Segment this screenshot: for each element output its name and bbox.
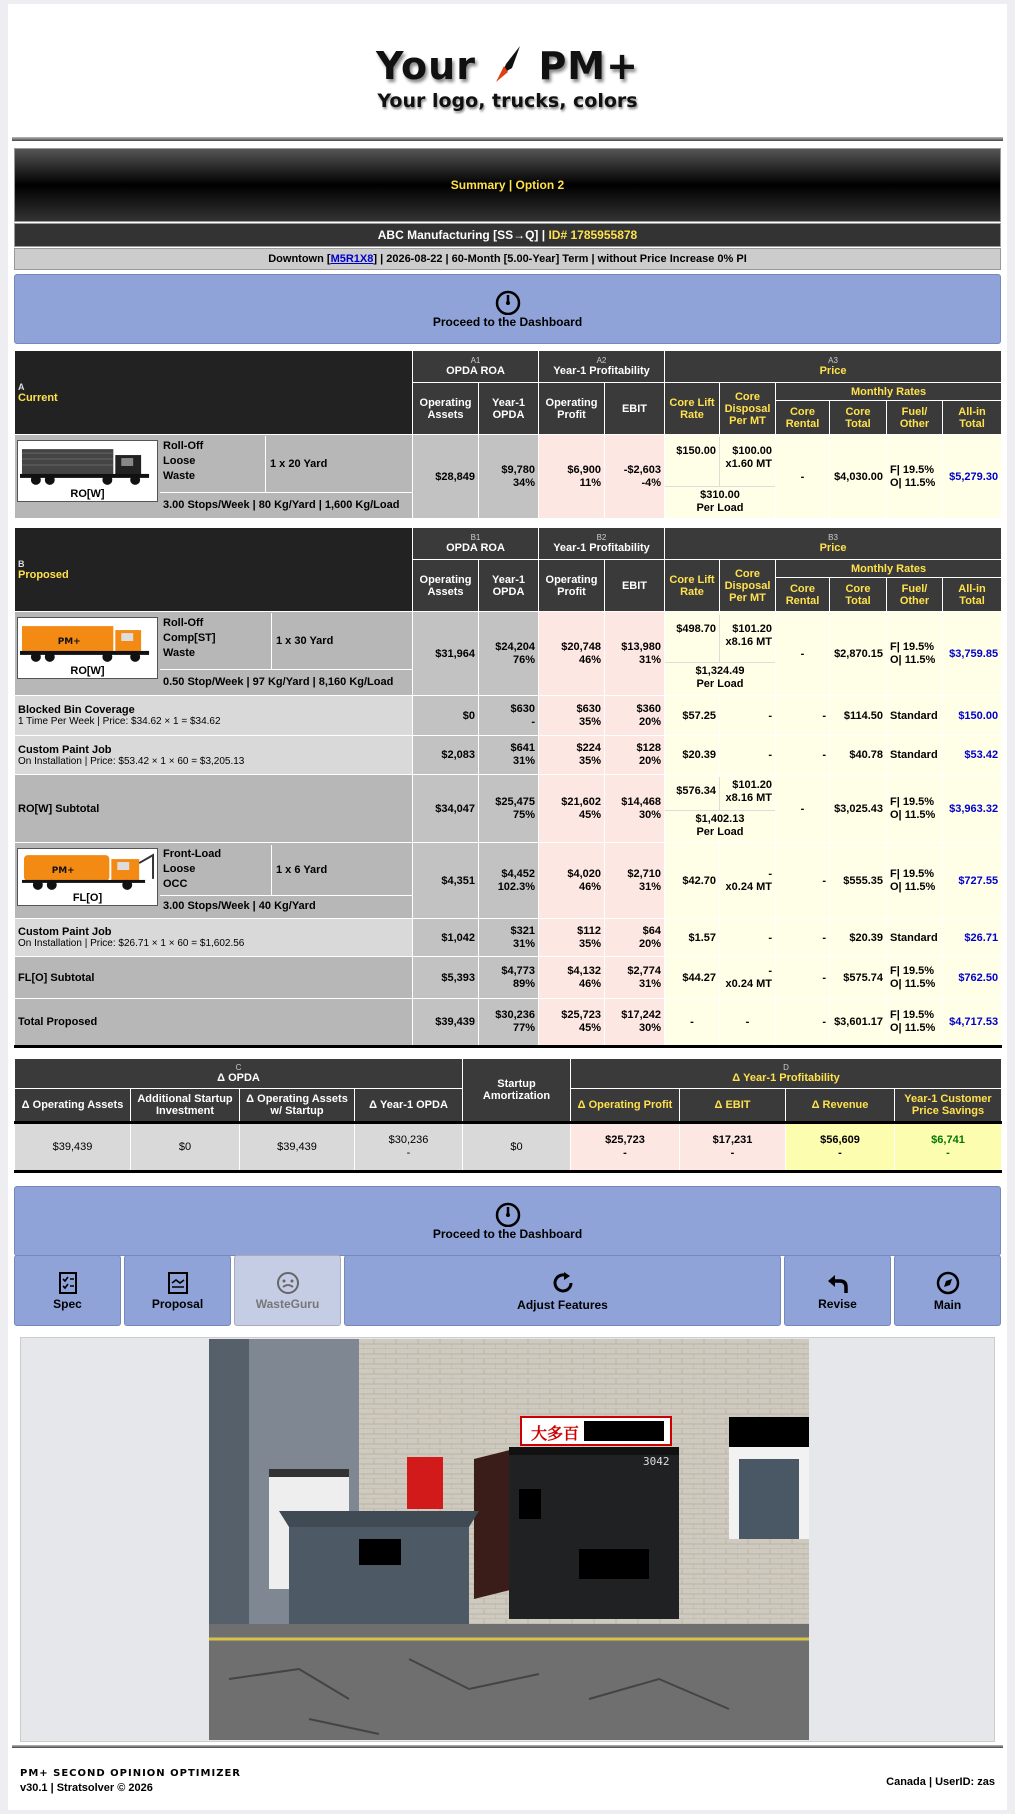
- h-delta-profit: Δ Operating Profit: [571, 1089, 680, 1123]
- service-type: Front-Load Loose OCC: [163, 847, 222, 890]
- logo-pm: PM+: [538, 44, 639, 88]
- service-type: Roll-Off Comp[ST] Waste: [163, 616, 216, 659]
- b3-header: B3 Price: [665, 528, 1002, 560]
- truck-label: RO[W]: [70, 664, 105, 677]
- truck-rolloff-proposed: [15, 613, 160, 695]
- spec-button[interactable]: Spec: [14, 1255, 121, 1326]
- footer: [8, 1752, 1007, 1810]
- h-core-lift: Core Lift Rate: [665, 383, 720, 435]
- dumpster-photo: [209, 1339, 809, 1740]
- logo-tagline: Your logo, trucks, colors: [377, 90, 638, 112]
- store-sign: 大多百: [531, 1424, 580, 1443]
- adjust-features-button[interactable]: Adjust Features: [344, 1255, 781, 1326]
- nav-bar: [8, 1255, 1007, 1326]
- dashboard-button-bottom[interactable]: [14, 1186, 1001, 1256]
- truck-label: RO[W]: [70, 487, 105, 500]
- proposed-fl-row: PM+ FL[O] Front-Load Loose OCC 1 x 6 Yard 3.00 Stops/Week | 40 Kg/Yard $4,351 $4,452 102.3% $4,020 46% $2,710 31% $42.70 - x0.24 MT - $555.35 F| 19.5% O| 11.5% $727.55: [15, 843, 1002, 919]
- rental-value: -: [776, 612, 830, 696]
- blocked-bin-row: Blocked Bin Coverage 1 Time Per Week | Price: $34.62 × 1 = $34.62 $0 $630 - $630 35% $360 20% $57.25 - - $114.50 Standard $150.00: [15, 696, 1002, 736]
- allin-value: $3,759.85: [943, 612, 1002, 696]
- custom-paint-row: Custom Paint Job On Installation | Price: $26.71 × 1 × 60 = $1,602.56 $1,042 $321 31% $112 35% $64 20% $1.57 - - $20.39 Standard $26.71: [15, 919, 1002, 957]
- dashboard-button-top[interactable]: [14, 274, 1001, 344]
- total-proposed-row: Total Proposed $39,439 $30,236 77% $25,723 45% $17,242 30% - - - $3,601.17 F| 19.5% O| 11.5% $4,717.53: [15, 999, 1002, 1047]
- service-frequency: 3.00 Stops/Week | 40 Kg/Yard: [160, 895, 412, 917]
- h-core-total: Core Total: [830, 401, 887, 435]
- assets-value: $31,964: [413, 612, 479, 696]
- c-header: C Δ OPDA: [15, 1059, 463, 1089]
- h-operating-assets: Operating Assets: [413, 560, 479, 612]
- h-price-savings: Year-1 Customer Price Savings: [895, 1089, 1002, 1123]
- custom-paint-row: Custom Paint Job On Installation | Price: $53.42 × 1 × 60 = $3,205.13 $2,083 $641 31% $224 35% $128 20% $20.39 - - $40.78 Standard $53.42: [15, 736, 1002, 775]
- delta-values-row: $39,439 $0 $39,439 $30,236 - $0 $25,723 - $17,231 - $56,609 - $6,741 -: [15, 1123, 1002, 1172]
- h-allin-total: All-in Total: [943, 401, 1002, 435]
- fl-subtotal-row: FL[O] Subtotal $5,393 $4,773 89% $4,132 46% $2,774 31% $44.27 - x0.24 MT - $575.74 F| 19.5% O| 11.5% $762.50: [15, 957, 1002, 999]
- proposed-ro-row: [15, 612, 1002, 696]
- site-photo: [209, 1339, 809, 1740]
- h-year1-opda: Year-1 OPDA: [479, 560, 539, 612]
- wasteguru-button[interactable]: WasteGuru: [234, 1255, 341, 1326]
- ro-subtotal-row: RO[W] Subtotal $34,047 $25,475 75% $21,602 45% $14,468 30% $576.34 $101.20 x8.16 MT $1,402.13 Per Load - $3,025.43 F| 19.5% O| 11.5% $3,963.32: [15, 775, 1002, 843]
- h-year1-opda: Year-1 OPDA: [479, 383, 539, 435]
- b1-header: B1 OPDA ROA: [413, 528, 539, 560]
- container-size: 1 x 20 Yard: [265, 436, 412, 492]
- coretotal-value: $4,030.00: [830, 435, 887, 519]
- dashboard-label: Proceed to the Dashboard: [432, 1227, 583, 1241]
- lift-disposal-cell: $150.00 $100.00 x1.60 MT $310.00 Per Load: [665, 435, 776, 519]
- svg-text:PM+: PM+: [51, 865, 75, 876]
- ebit-value: -$2,603 -4%: [605, 435, 665, 519]
- refresh-icon: [550, 1270, 576, 1296]
- undo-arrow-icon: [825, 1271, 851, 1295]
- logo-main: [8, 44, 1007, 88]
- h-core-lift: Core Lift Rate: [665, 560, 720, 612]
- client-id: ID# 1785955878: [548, 228, 638, 242]
- current-section-header: A Current: [15, 351, 413, 435]
- revise-button[interactable]: Revise: [784, 1255, 891, 1326]
- h-assets-startup: Δ Operating Assets w/ Startup: [240, 1089, 355, 1123]
- h-fuel-other: Fuel/ Other: [887, 578, 943, 612]
- current-table: [14, 350, 1002, 519]
- site-photo-frame: [20, 1337, 995, 1742]
- proposed-section-header: B Proposed: [15, 528, 413, 612]
- proposed-table: [14, 527, 1002, 1048]
- h-allin-total: All-in Total: [943, 578, 1002, 612]
- compass-icon: [935, 1270, 961, 1296]
- rolloff-orange-truck-icon: [18, 618, 157, 664]
- a2-header: A2 Year-1 Profitability: [539, 351, 665, 383]
- gauge-icon: [494, 1201, 522, 1227]
- proposal-button[interactable]: Proposal: [124, 1255, 231, 1326]
- footer-version: v30.1 | Stratsolver © 2026: [20, 1782, 153, 1794]
- h-operating-assets: Operating Assets: [413, 383, 479, 435]
- checklist-icon: [57, 1271, 79, 1295]
- container-size: 1 x 30 Yard: [271, 613, 412, 669]
- a3-header: A3 Price: [665, 351, 1002, 383]
- h-startup-investment: Additional Startup Investment: [131, 1089, 240, 1123]
- fuel-value: F| 19.5% O| 11.5%: [887, 612, 943, 696]
- service-frequency: 0.50 Stop/Week | 97 Kg/Yard | 8,160 Kg/Load: [160, 669, 412, 695]
- h-monthly-rates: Monthly Rates: [776, 560, 1002, 578]
- h-core-total: Core Total: [830, 578, 887, 612]
- location-bar: [14, 248, 1001, 270]
- allin-value: $5,279.30: [943, 435, 1002, 519]
- truck-frontload: [15, 845, 160, 917]
- h-operating-profit: Operating Profit: [539, 383, 605, 435]
- fuel-value: F| 19.5% O| 11.5%: [887, 435, 943, 519]
- h-startup-amortization: Startup Amortization: [463, 1059, 571, 1123]
- opda-value: $24,204 76%: [479, 612, 539, 696]
- d-header: D Δ Year-1 Profitability: [571, 1059, 1002, 1089]
- h-delta-opda: Δ Year-1 OPDA: [355, 1089, 463, 1123]
- handshake-document-icon: [165, 1271, 191, 1295]
- profit-value: $20,748 46%: [539, 612, 605, 696]
- current-row: [15, 435, 1002, 519]
- h-delta-assets: Δ Operating Assets: [15, 1089, 131, 1123]
- rental-value: -: [776, 435, 830, 519]
- logo: [8, 4, 1007, 138]
- dashboard-label: Proceed to the Dashboard: [432, 315, 583, 329]
- delta-table: [14, 1058, 1002, 1173]
- h-core-disposal: Core Disposal Per MT: [720, 383, 776, 435]
- gauge-icon: [494, 289, 522, 315]
- page-title: Summary | Option 2: [14, 148, 1001, 222]
- postal-code-link[interactable]: M5R1X8: [330, 253, 374, 265]
- footer-user: Canada | UserID: zas: [886, 1776, 995, 1788]
- h-delta-ebit: Δ EBIT: [680, 1089, 786, 1123]
- h-core-disposal: Core Disposal Per MT: [720, 560, 776, 612]
- loc-suffix: ] | 2026-08-22 | 60-Month [5.00-Year] Term | without Price Increase 0% PI: [373, 253, 747, 265]
- logo-your: Your: [376, 44, 476, 88]
- bin-number: 3042: [643, 1455, 670, 1468]
- opda-value: $9,780 34%: [479, 435, 539, 519]
- loc-prefix: Downtown [: [268, 253, 331, 265]
- client-bar: ABC Manufacturing [SS→Q] | ID# 1785955878: [14, 223, 1001, 247]
- rocket-icon: [490, 44, 524, 84]
- service-type: Roll-Off Loose Waste: [163, 439, 204, 482]
- footer-product: PM+ SECOND OPINION OPTIMIZER: [20, 1768, 241, 1779]
- h-fuel-other: Fuel/ Other: [887, 401, 943, 435]
- divider: [12, 1745, 1003, 1748]
- assets-value: $28,849: [413, 435, 479, 519]
- frontload-truck-icon: [18, 849, 157, 891]
- coretotal-value: $2,870.15: [830, 612, 887, 696]
- h-ebit: EBIT: [605, 560, 665, 612]
- b2-header: B2 Year-1 Profitability: [539, 528, 665, 560]
- main-button[interactable]: Main: [894, 1255, 1001, 1326]
- client-name: ABC Manufacturing [SS→Q]: [377, 228, 539, 242]
- rolloff-truck-icon: [18, 441, 157, 487]
- h-ebit: EBIT: [605, 383, 665, 435]
- wasteguru-face-icon: [275, 1271, 301, 1295]
- h-core-rental: Core Rental: [776, 401, 830, 435]
- h-operating-profit: Operating Profit: [539, 560, 605, 612]
- svg-text:PM+: PM+: [57, 636, 81, 647]
- divider: [12, 137, 1003, 141]
- service-frequency: 3.00 Stops/Week | 80 Kg/Yard | 1,600 Kg/Load: [160, 492, 412, 518]
- h-core-rental: Core Rental: [776, 578, 830, 612]
- ebit-value: $13,980 31%: [605, 612, 665, 696]
- profit-value: $6,900 11%: [539, 435, 605, 519]
- container-size: 1 x 6 Yard: [271, 845, 412, 895]
- h-monthly-rates: Monthly Rates: [776, 383, 1002, 401]
- lift-disposal-cell: $498.70 $101.20 x8.16 MT $1,324.49 Per Load: [665, 612, 776, 696]
- truck-rollfoff-current: [15, 436, 160, 518]
- page: [8, 4, 1007, 1810]
- h-delta-revenue: Δ Revenue: [786, 1089, 895, 1123]
- a1-header: A1 OPDA ROA: [413, 351, 539, 383]
- truck-label: FL[O]: [72, 891, 103, 904]
